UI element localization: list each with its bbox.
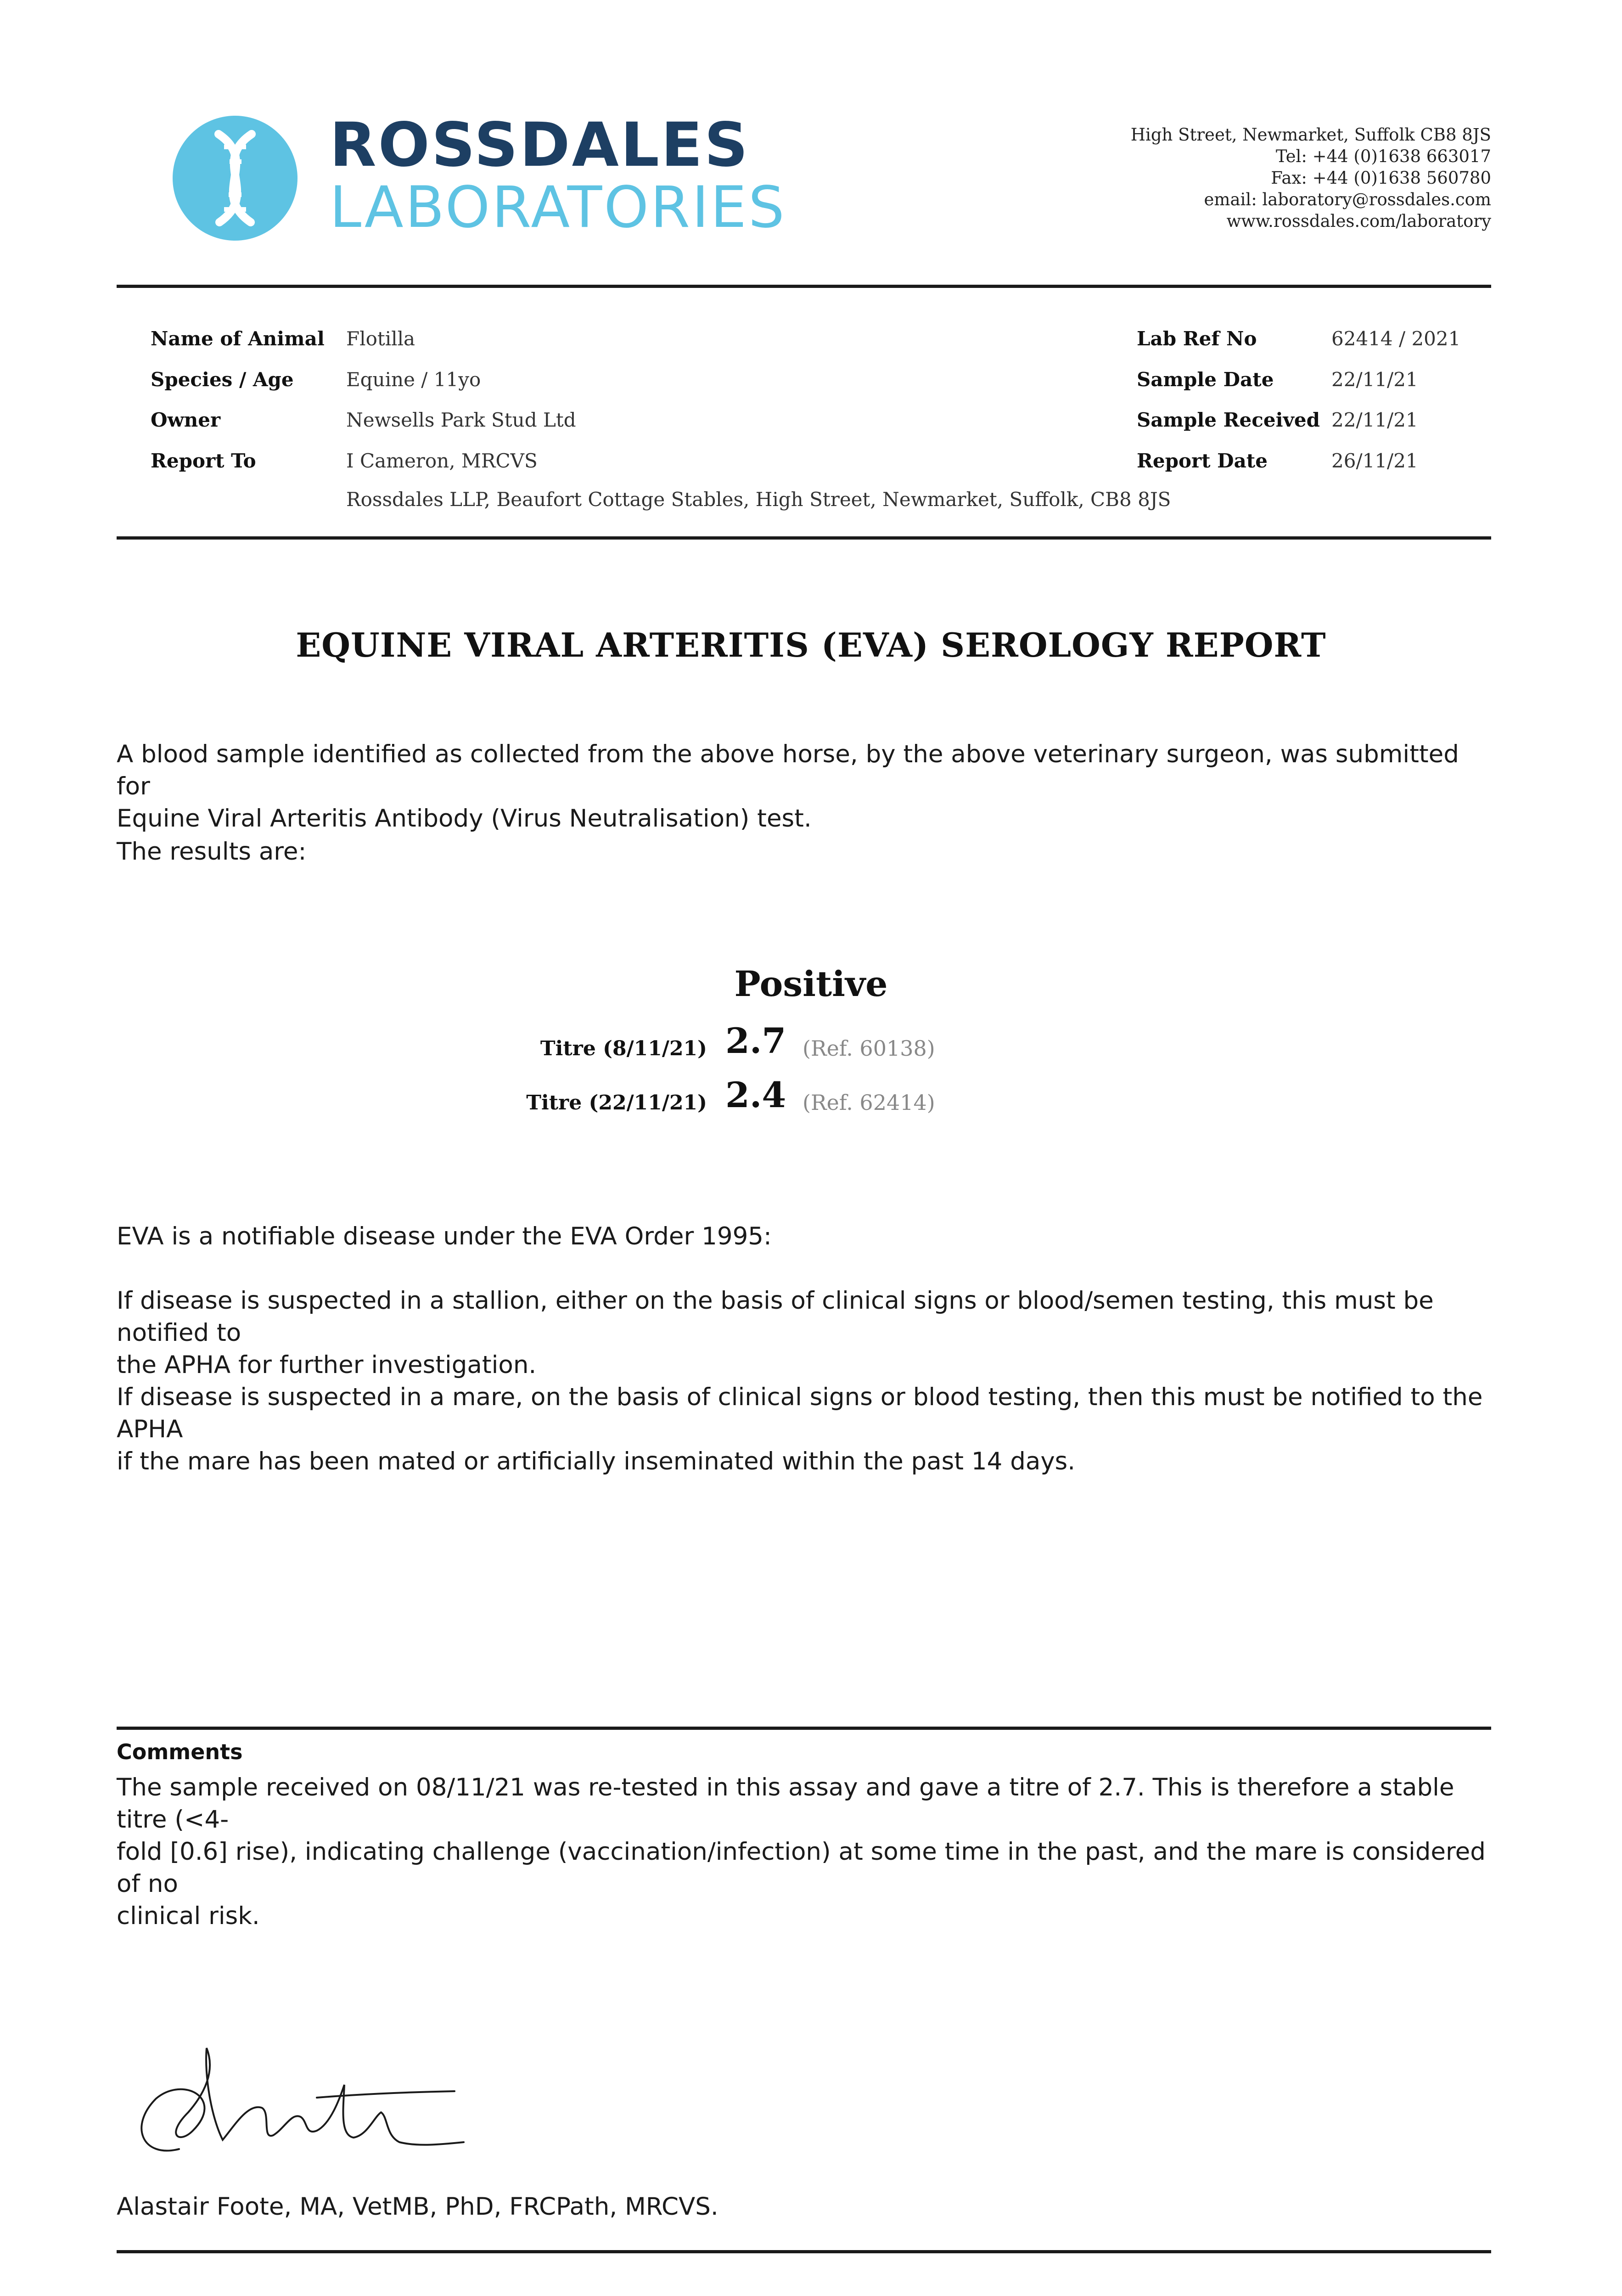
contact-fax: Fax: +44 (0)1638 560780 (1271, 168, 1491, 188)
titre-ref: (Ref. 60138) (803, 1036, 935, 1061)
name-label: Name of Animal (151, 327, 325, 350)
contact-address: High Street, Newmarket, Suffolk CB8 8JS (1130, 125, 1491, 145)
lab-ref-value: 62414 / 2021 (1331, 327, 1461, 350)
titre-ref: (Ref. 62414) (803, 1090, 935, 1115)
contact-website: www.rossdales.com/laboratory (1226, 211, 1491, 231)
mare-paragraph (117, 1381, 1494, 1478)
titre-label: Titre (22/11/21) (526, 1091, 707, 1114)
signatory-name: Alastair Foote, MA, VetMB, PhD, FRCPath, MRCVS. (117, 2193, 718, 2221)
contact-email: email: laboratory@rossdales.com (1204, 190, 1491, 209)
sample-received-label: Sample Received (1137, 409, 1320, 431)
owner-label: Owner (151, 409, 221, 431)
footer-divider (117, 2250, 1491, 2253)
owner-value: Newsells Park Stud Ltd (346, 409, 576, 431)
report-date-label: Report Date (1137, 450, 1268, 472)
brand-name: ROSSDALES (330, 110, 750, 180)
stallion-line: If disease is suspected in a stallion, either on the basis of clinical signs or blood/semen testing, this must be notified to (117, 1287, 1434, 1347)
brand-subtitle: LABORATORIES (330, 174, 786, 241)
contact-tel: Tel: +44 (0)1638 663017 (1275, 146, 1491, 166)
lab-ref-label: Lab Ref No (1137, 327, 1257, 350)
comments-divider (117, 1727, 1491, 1730)
contact-block (1131, 124, 1491, 232)
titre-label: Titre (8/11/21) (540, 1037, 707, 1060)
sample-received-value: 22/11/21 (1331, 409, 1418, 431)
stallion-line: the APHA for further investigation. (117, 1351, 537, 1379)
details-divider (117, 536, 1491, 540)
results-intro: The results are: (117, 838, 307, 866)
sample-date-label: Sample Date (1137, 368, 1274, 391)
dna-helix-icon (173, 116, 297, 241)
comments-text (117, 1772, 1494, 1932)
name-value: Flotilla (346, 327, 415, 350)
comments-line: The sample received on 08/11/21 was re-tested in this assay and gave a titre of 2.7. This is therefore a stable titre (<4- (117, 1773, 1454, 1834)
intro-line: Equine Viral Arteritis Antibody (Virus Neutralisation) test. (117, 805, 812, 833)
report-to-value: I Cameron, MRCVS (346, 450, 538, 472)
report-date-value: 26/11/21 (1331, 450, 1418, 472)
report-to-address: Rossdales LLP, Beaufort Cottage Stables, High Street, Newmarket, Suffolk, CB8 8JS (346, 488, 1171, 511)
comments-heading: Comments (117, 1739, 243, 1764)
intro-line: A blood sample identified as collected from the above horse, by the above veterinary surgeon, was submitted for (117, 740, 1459, 800)
comments-line: clinical risk. (117, 1902, 260, 1930)
intro-paragraph (117, 738, 1494, 835)
mare-line: If disease is suspected in a mare, on the basis of clinical signs or blood testing, then this must be notified to the APHA (117, 1383, 1483, 1443)
handwritten-signature (124, 2043, 482, 2163)
species-value: Equine / 11yo (346, 368, 481, 391)
comments-line: fold [0.6] rise), indicating challenge (vaccination/infection) at some time in the past, and the mare is considered of no (117, 1838, 1486, 1898)
header-divider (117, 285, 1491, 288)
species-label: Species / Age (151, 368, 294, 391)
notifiable-statement: EVA is a notifiable disease under the EVA Order 1995: (117, 1222, 772, 1250)
sample-date-value: 22/11/21 (1331, 368, 1418, 391)
mare-line: if the mare has been mated or artificially inseminated within the past 14 days. (117, 1447, 1076, 1475)
titre-value: 2.7 (725, 1020, 786, 1061)
report-to-label: Report To (151, 450, 256, 472)
stallion-paragraph (117, 1285, 1494, 1381)
titre-value: 2.4 (725, 1075, 786, 1115)
report-title: EQUINE VIRAL ARTERITIS (EVA) SEROLOGY REPORT (296, 625, 1326, 664)
result-status: Positive (734, 963, 888, 1004)
